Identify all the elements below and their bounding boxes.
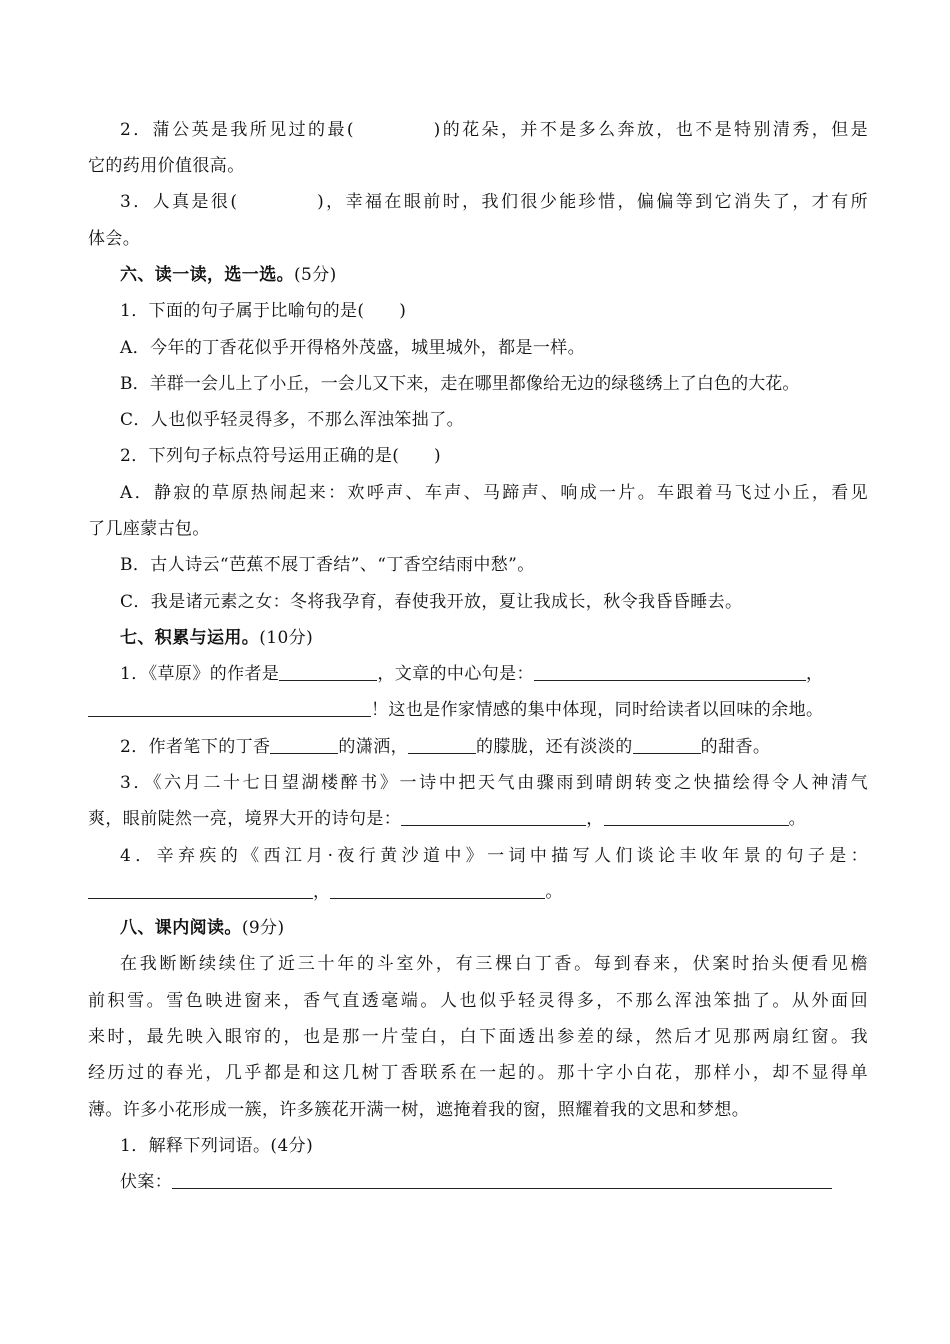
q7-4-line1: 4．辛弃疾的《西江月·夜行黄沙道中》一词中描写人们谈论丰收年景的句子是： [120,846,868,866]
q7-2-text-a: 2．作者笔下的丁香 [120,737,271,757]
q7-3-text-a: 爽，眼前陡然一亮，境界大开的诗句是： [88,809,402,829]
answer-blank[interactable] [534,663,806,681]
section7-heading [120,626,868,650]
q6-2-stem: 2．下列句子标点符号运用正确的是( ) [120,446,442,466]
q5-3-line1: 3．人真是很( )，幸福在眼前时，我们很少能珍惜，偏偏等到它消失了，才有所 [120,192,868,212]
answer-blank[interactable] [279,663,377,681]
q6-2-option-a-line1: A．静寂的草原热闹起来：欢呼声、车声、马蹄声、响成一片。车跟着马飞过小丘，看见 [120,483,868,503]
q6-1-option-c: C．人也似乎轻灵得多，不那么浑浊笨拙了。 [120,410,465,430]
q7-3-text-c: 。 [788,809,807,829]
q6-1-option-b: B．羊群一会儿上了小丘，一会儿又下来，走在哪里都像给无边的绿毯绣上了白色的大花。 [120,374,800,394]
answer-blank[interactable] [88,699,371,717]
section6-score: (5分) [294,265,337,285]
q8-1-stem: 1．解释下列词语。(4分) [120,1136,314,1156]
q7-3-line2 [88,807,868,831]
q5-2-line1: 2．蒲公英是我所见过的最( )的花朵，并不是多么奔放，也不是特别清秀，但是 [120,120,868,140]
q7-1-text-c: ， [805,664,824,684]
q7-1-text-b: ，文章的中心句是： [377,664,534,684]
q6-2-option-a-line2: 了几座蒙古包。 [88,519,210,539]
q6-2-option-b: B．古人诗云“芭蕉不展丁香结”、“丁香空结雨中愁”。 [120,555,535,575]
answer-blank[interactable] [408,736,476,754]
section7-score: (10分) [259,628,314,648]
answer-blank[interactable] [88,881,313,899]
answer-blank[interactable] [633,736,701,754]
q6-1-stem: 1．下面的句子属于比喻句的是( ) [120,301,407,321]
section6-heading [120,263,868,287]
q7-1-line2 [88,698,868,722]
passage-line: 前积雪。雪色映进窗来，香气直透毫端。人也似乎轻灵得多，不那么浑浊笨拙了。从外面回 [88,991,868,1011]
q7-2-text-b: 的潇洒， [338,737,409,757]
q6-1-option-a: A．今年的丁香花似乎开得格外茂盛，城里城外，都是一样。 [120,338,586,358]
section8-heading [120,916,868,940]
q7-2-line [120,735,868,759]
q7-1-text-d: ！这也是作家情感的集中体现，同时给读者以回味的余地。 [371,700,824,720]
q7-2-text-d: 的甜香。 [700,737,771,757]
passage-line: 在我断断续续住了近三十年的斗室外，有三棵白丁香。每到春来，伏案时抬头便看见檐 [120,954,868,974]
q7-1-line1 [120,662,868,686]
section6-title: 六、读一读，选一选。 [120,265,294,285]
q8-1-word-line [120,1170,868,1194]
q7-3-line1: 3．《六月二十七日望湖楼醉书》一诗中把天气由骤雨到晴朗转变之快描绘得令人神清气 [120,773,868,793]
answer-blank[interactable] [172,1171,832,1189]
q7-2-text-c: 的朦胧，还有淡淡的 [476,737,633,757]
q5-3-line2: 体会。 [88,229,141,249]
answer-blank[interactable] [604,808,789,826]
q7-1-text-a: 1．《草原》的作者是 [120,664,280,684]
answer-blank[interactable] [270,736,338,754]
q5-2-line2: 它的药用价值很高。 [88,156,245,176]
q6-2-option-c: C．我是诸元素之女：冬将我孕育，春使我开放，夏让我成长，秋令我昏昏睡去。 [120,592,743,612]
section7-title: 七、积累与运用。 [120,628,260,648]
passage-line: 经历过的春光，几乎都是和这几树丁香联系在一起的。那十字小白花，那样小，却不显得单 [88,1063,868,1083]
answer-blank[interactable] [401,808,586,826]
section8-score: (9分) [241,918,285,938]
passage-line: 来时，最先映入眼帘的，也是那一片莹白，白下面透出参差的绿，然后才见那两扇红窗。我 [88,1027,868,1047]
q7-4-text-b: ， [313,882,331,902]
passage-line: 薄。许多小花形成一簇，许多簇花开满一树，遮掩着我的窗，照耀着我的文思和梦想。 [88,1100,750,1120]
q7-4-text-c: 。 [545,882,563,902]
section8-title: 八、课内阅读。 [120,918,242,938]
q8-1-word: 伏案： [120,1172,173,1192]
answer-blank[interactable] [330,881,545,899]
q7-4-line2 [88,880,868,904]
q7-3-text-b: ， [586,809,604,829]
